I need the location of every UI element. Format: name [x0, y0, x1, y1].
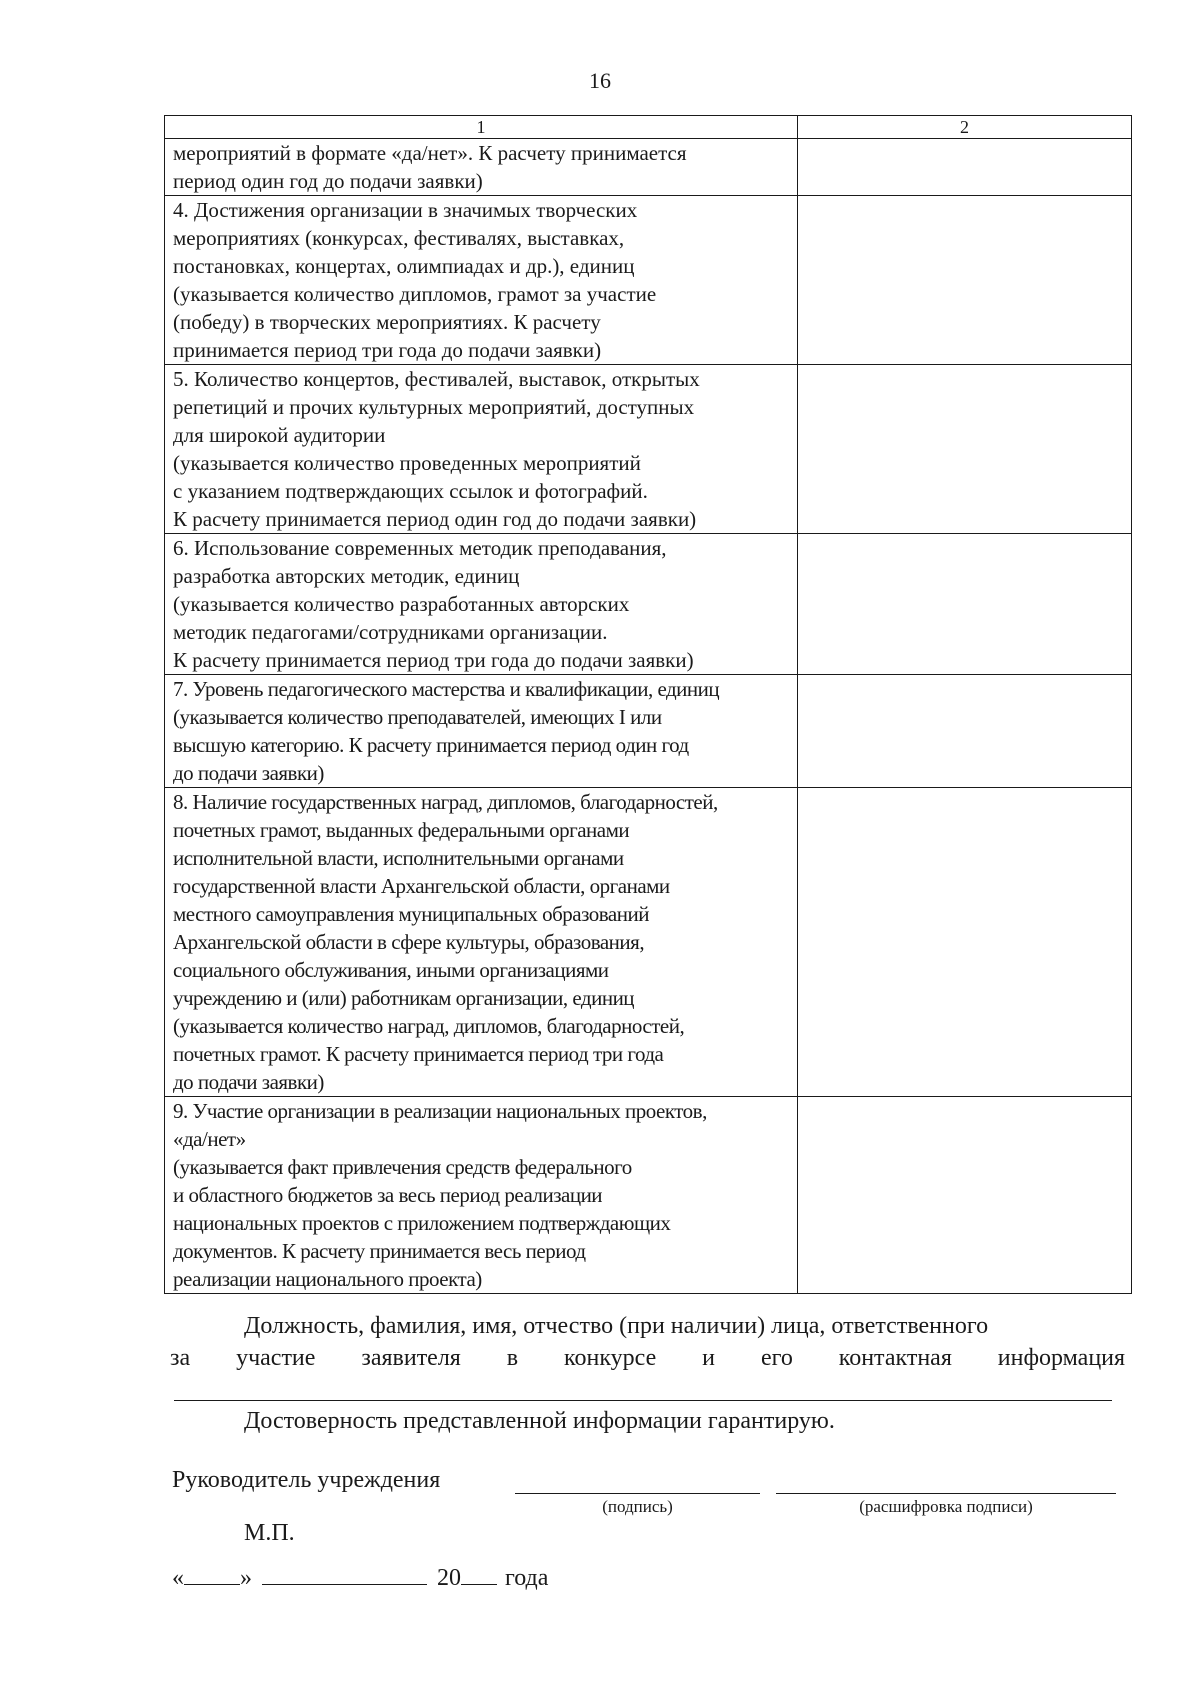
- year-blank: [461, 1560, 497, 1585]
- date-open-quote: «: [172, 1565, 184, 1591]
- signature-caption: (подпись): [602, 1497, 673, 1516]
- table-row: [165, 1097, 1132, 1294]
- criterion-cell: мероприятий в формате «да/нет». К расчету принимается период один год до подачи заявки): [165, 139, 798, 196]
- responsible-word: информация: [997, 1345, 1126, 1371]
- value-cell: [798, 139, 1132, 196]
- value-cell: [798, 1097, 1132, 1294]
- value-cell: [798, 788, 1132, 1097]
- guarantee-statement: Достоверность представленной информации гарантирую.: [244, 1408, 835, 1434]
- responsible-person-line: Должность, фамилия, имя, отчество (при наличии) лица, ответственного: [244, 1313, 989, 1339]
- criterion-cell: 7. Уровень педагогического мастерства и квалификации, единиц (указывается количество преподавателей, имеющих I или высшую категорию. К расчету принимается период один год до подачи заявки): [165, 675, 798, 788]
- value-cell: [798, 675, 1132, 788]
- responsible-word: заявителя: [361, 1345, 461, 1371]
- responsible-word: конкурсе: [564, 1345, 657, 1371]
- value-cell: [798, 196, 1132, 365]
- head-of-institution-label: Руководитель учреждения: [172, 1467, 441, 1493]
- table-row: [165, 788, 1132, 1097]
- date-close-quote: »: [240, 1565, 252, 1591]
- responsible-word: и: [702, 1345, 716, 1371]
- year-suffix: года: [505, 1565, 549, 1591]
- responsible-word: контактная: [838, 1345, 952, 1371]
- table-row: [165, 139, 1132, 196]
- responsible-word: за: [170, 1345, 191, 1371]
- table-row: [165, 196, 1132, 365]
- signature-blank-line: [515, 1493, 760, 1494]
- column-header-2: 2: [798, 116, 1132, 139]
- table-row: [165, 534, 1132, 675]
- signature-decoding-blank-line: [776, 1493, 1116, 1494]
- stamp-place-label: М.П.: [244, 1520, 295, 1546]
- criterion-cell: 9. Участие организации в реализации национальных проектов, «да/нет» (указывается факт привлечения средств федерального и областного бюджетов за весь период реализации национальных проектов с приложением подтверждающих документов. К расчету принимается весь период реализации национального проекта): [165, 1097, 798, 1294]
- day-blank: [184, 1560, 240, 1585]
- criteria-table: [164, 115, 1132, 1294]
- criterion-cell: 6. Использование современных методик преподавания, разработка авторских методик, единиц (указывается количество разработанных авторских методик педагогами/сотрудниками организации. К расчету принимается период три года до подачи заявки): [165, 534, 798, 675]
- page-number: 16: [589, 68, 611, 93]
- table-row: [165, 365, 1132, 534]
- responsible-word: в: [506, 1345, 519, 1371]
- responsible-word: его: [760, 1345, 793, 1371]
- table-row: [165, 675, 1132, 788]
- month-blank: [262, 1560, 427, 1585]
- criterion-cell: 5. Количество концертов, фестивалей, выставок, открытых репетиций и прочих культурных мероприятий, доступных для широкой аудитории (указывается количество проведенных мероприятий с указанием подтверждающих ссылок и фотографий. К расчету принимается период один год до подачи заявки): [165, 365, 798, 534]
- responsible-word: участие: [236, 1345, 316, 1371]
- responsible-info-blank-line: [174, 1400, 1112, 1401]
- criterion-cell: 8. Наличие государственных наград, дипломов, благодарностей, почетных грамот, выданных федеральными органами исполнительной власти, исполнительными органами государственной власти Архангельской области, органами местного самоуправления муниципальных образований Архангельской области в сфере культуры, образования, социального обслуживания, иными организациями учреждению и (или) работникам организации, единиц (указывается количество наград, дипломов, благодарностей, почетных грамот. К расчету принимается период три года до подачи заявки): [165, 788, 798, 1097]
- value-cell: [798, 534, 1132, 675]
- table-header-row: [165, 116, 1132, 139]
- responsible-person-line-2: [170, 1342, 1125, 1374]
- criterion-cell: 4. Достижения организации в значимых творческих мероприятиях (конкурсах, фестивалях, выставках, постановках, концертах, олимпиадах и др.), единиц (указывается количество дипломов, грамот за участие (победу) в творческих мероприятиях. К расчету принимается период три года до подачи заявки): [165, 196, 798, 365]
- column-header-1: 1: [165, 116, 798, 139]
- value-cell: [798, 365, 1132, 534]
- signature-decoding-caption: (расшифровка подписи): [859, 1497, 1033, 1516]
- date-line: [172, 1560, 548, 1594]
- year-century: 20: [437, 1565, 461, 1591]
